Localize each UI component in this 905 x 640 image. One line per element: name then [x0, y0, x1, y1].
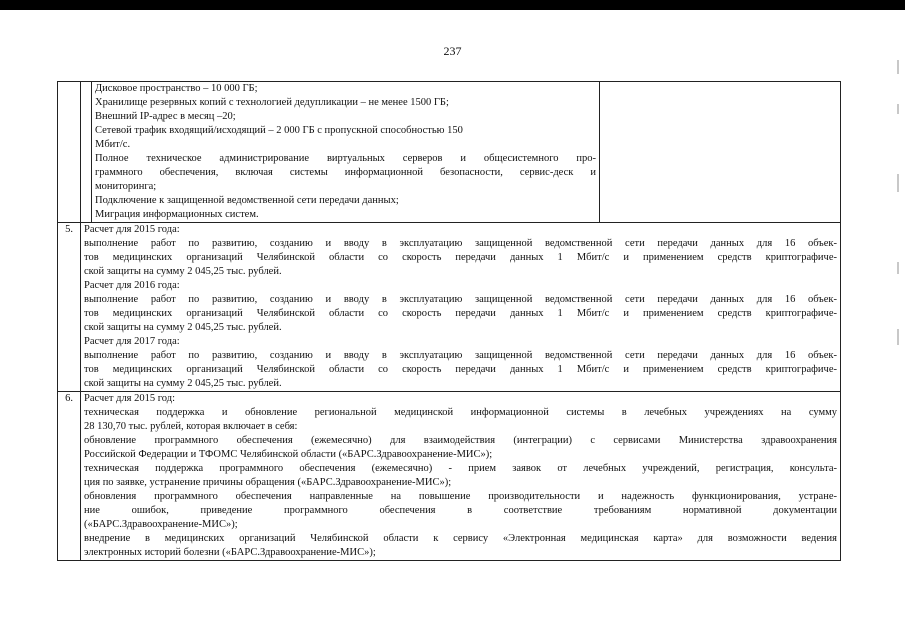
text-line: («БАРС.Здравоохранение-МИС»); — [84, 519, 238, 530]
text-line: техническая поддержка и обновление региональной медицинской информационной системы в лечебных учреждениях на сумму — [84, 407, 837, 418]
row-number: 5. — [58, 223, 81, 392]
document-table — [57, 81, 841, 561]
text-line: электронных историй болезни («БАРС.Здравоохранение-МИС»); — [84, 547, 376, 558]
row-marker-cell-empty — [81, 82, 92, 223]
text-line: Внешний IP-адрес в месяц –20; — [95, 111, 236, 122]
text-line: Полное техническое администрирование виртуальных серверов и общесистемного про- — [95, 153, 596, 164]
table-row-continuation — [58, 82, 841, 223]
text-line: ской защиты на сумму 2 045,25 тыс. рублей. — [84, 322, 282, 333]
text-line: граммного обеспечения, включая системы информационной безопасности, сервис-деск и — [95, 167, 596, 178]
text-line: Миграция информационных систем. — [95, 209, 259, 220]
page-number: 237 — [443, 44, 462, 58]
text-line: обновление программного обеспечения (ежемесячно) для взаимодействия (интеграции) с сервисами Министерства здравоохранения — [84, 435, 837, 446]
row-5-text-cell — [81, 223, 841, 392]
text-line: Подключение к защищенной ведомственной сети передачи данных; — [95, 195, 399, 206]
row-number-cell-empty — [58, 82, 81, 223]
text-line: Расчет для 2016 года: — [84, 280, 180, 291]
text-line: тов медицинских организаций Челябинской области со скорость передачи данных 1 Мбит/с и применением средств криптографиче- — [84, 252, 837, 263]
table-row-5 — [58, 223, 841, 392]
text-line: Хранилище резервных копий с технологией дедупликации – не менее 1500 ГБ; — [95, 97, 449, 108]
text-line: Мбит/с. — [95, 139, 131, 150]
text-line: Российской Федерации и ТФОМС Челябинской области («БАРС.Здравоохранение-МИС»); — [84, 449, 493, 460]
text-line: ской защиты на сумму 2 045,25 тыс. рублей. — [84, 378, 282, 389]
text-line: обновления программного обеспечения направленные на повышение производительности и надежность функционирования, устране- — [84, 491, 837, 502]
text-line: внедрение в медицинских организаций Челябинской области к сервису «Электронная медицинская карта» для возможности ведения — [84, 533, 837, 544]
continuation-right-cell-empty — [600, 82, 841, 223]
text-line: ция по заявке, устранение причины обращения («БАРС.Здравоохранение-МИС»); — [84, 477, 452, 488]
text-line: Сетевой трафик входящий/исходящий – 2 000 ГБ с пропускной способностью 150 — [95, 125, 463, 136]
table-row-6 — [58, 392, 841, 561]
text-line: Расчет для 2017 года: — [84, 336, 180, 347]
text-line: тов медицинских организаций Челябинской области со скорость передачи данных 1 Мбит/с и применением средств криптографиче- — [84, 308, 837, 319]
scan-edge-marks — [895, 60, 901, 440]
text-line: тов медицинских организаций Челябинской области со скорость передачи данных 1 Мбит/с и применением средств криптографиче- — [84, 364, 837, 375]
row-number: 6. — [58, 392, 81, 561]
text-line: техническая поддержка программного обеспечения (ежемесячно) - прием заявок от лечебных учреждений, регистрация, консульта- — [84, 463, 837, 474]
text-line: 28 130,70 тыс. рублей, которая включает в себя: — [84, 421, 298, 432]
text-line: выполнение работ по развитию, созданию и вводу в эксплуатацию защищенной ведомственной сети передачи данных для 16 объек- — [84, 294, 837, 305]
continuation-text-cell — [92, 82, 600, 223]
text-line: выполнение работ по развитию, созданию и вводу в эксплуатацию защищенной ведомственной сети передачи данных для 16 объек- — [84, 238, 837, 249]
text-line: ской защиты на сумму 2 045,25 тыс. рублей. — [84, 266, 282, 277]
text-line: Расчет для 2015 года: — [84, 224, 180, 235]
row-6-text-cell — [81, 392, 841, 561]
text-line: мониторинга; — [95, 181, 157, 192]
text-line: ние ошибок, приведение программного обеспечения в соответствие требованиям нормативной документации — [84, 505, 837, 516]
text-line: Дисковое пространство – 10 000 ГБ; — [95, 83, 258, 94]
scan-top-border — [0, 0, 905, 10]
text-line: Расчет для 2015 год: — [84, 393, 176, 404]
text-line: выполнение работ по развитию, созданию и вводу в эксплуатацию защищенной ведомственной сети передачи данных для 16 объек- — [84, 350, 837, 361]
